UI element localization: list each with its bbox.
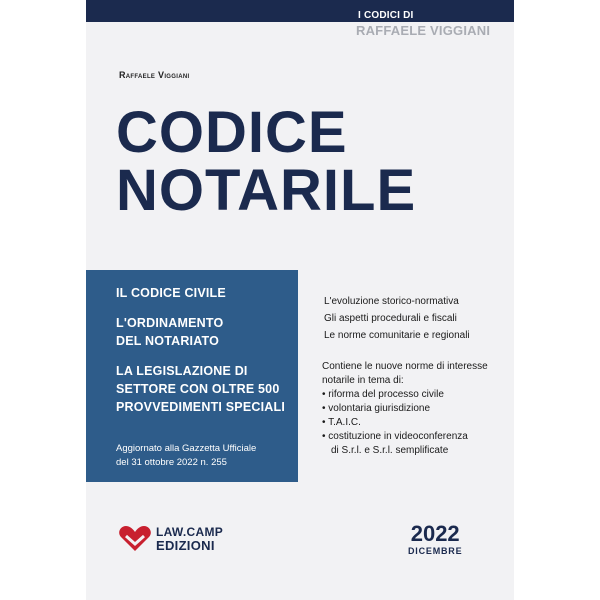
features-list: [324, 293, 470, 344]
author-name: Raffaele Viggiani: [119, 70, 190, 80]
series-label: I CODICI DI: [358, 10, 414, 21]
contents-intro-line-1: Contiene le nuove norme di interesse: [322, 361, 488, 372]
blue-box-item: L'ORDINAMENTO: [116, 316, 224, 330]
publisher-name-line-2: EDIZIONI: [156, 538, 215, 553]
update-note: [116, 442, 256, 470]
title-line-1: CODICE: [116, 100, 348, 165]
publisher-name: [156, 525, 223, 553]
update-note-line-2: del 31 ottobre 2022 n. 255: [116, 457, 227, 468]
blue-box-item: LA LEGISLAZIONE DI: [116, 364, 248, 378]
publisher-name-line-1: LAW.CAMP: [156, 525, 224, 539]
edition-month: DICEMBRE: [408, 546, 463, 556]
series-author: RAFFAELE VIGGIANI: [356, 23, 491, 38]
publisher-heart-icon: [118, 525, 152, 553]
book-title: [116, 100, 417, 223]
publisher-logo: [118, 525, 223, 553]
feature-item: L'evoluzione storico-normativa: [324, 296, 459, 307]
contents-description: [322, 360, 488, 458]
blue-box-item: IL CODICE CIVILE: [116, 286, 226, 300]
contents-bullet: • costituzione in videoconferenza: [322, 430, 488, 444]
feature-item: Gli aspetti procedurali e fiscali: [324, 313, 457, 324]
blue-box-item: DEL NOTARIATO: [116, 334, 220, 348]
contents-bullet: • T.A.I.C.: [322, 416, 488, 430]
feature-item: Le norme comunitarie e regionali: [324, 330, 470, 341]
update-note-line-1: Aggiornato alla Gazzetta Ufficiale: [116, 443, 257, 454]
contents-bullet: • volontaria giurisdizione: [322, 402, 488, 416]
blue-box-item: SETTORE CON OLTRE 500: [116, 382, 280, 396]
book-cover: [86, 0, 514, 600]
series-top-bar: [86, 0, 514, 22]
edition-date: [408, 522, 462, 556]
title-line-2: NOTARILE: [116, 158, 417, 223]
edition-year: 2022: [410, 521, 460, 546]
contents-bullet-continuation: di S.r.l. e S.r.l. semplificate: [331, 445, 449, 456]
contents-bullet: • riforma del processo civile: [322, 388, 488, 402]
blue-box-item: PROVVEDIMENTI SPECIALI: [116, 400, 286, 414]
contents-blue-box: [86, 270, 298, 482]
contents-intro-line-2: notarile in tema di:: [322, 375, 404, 386]
